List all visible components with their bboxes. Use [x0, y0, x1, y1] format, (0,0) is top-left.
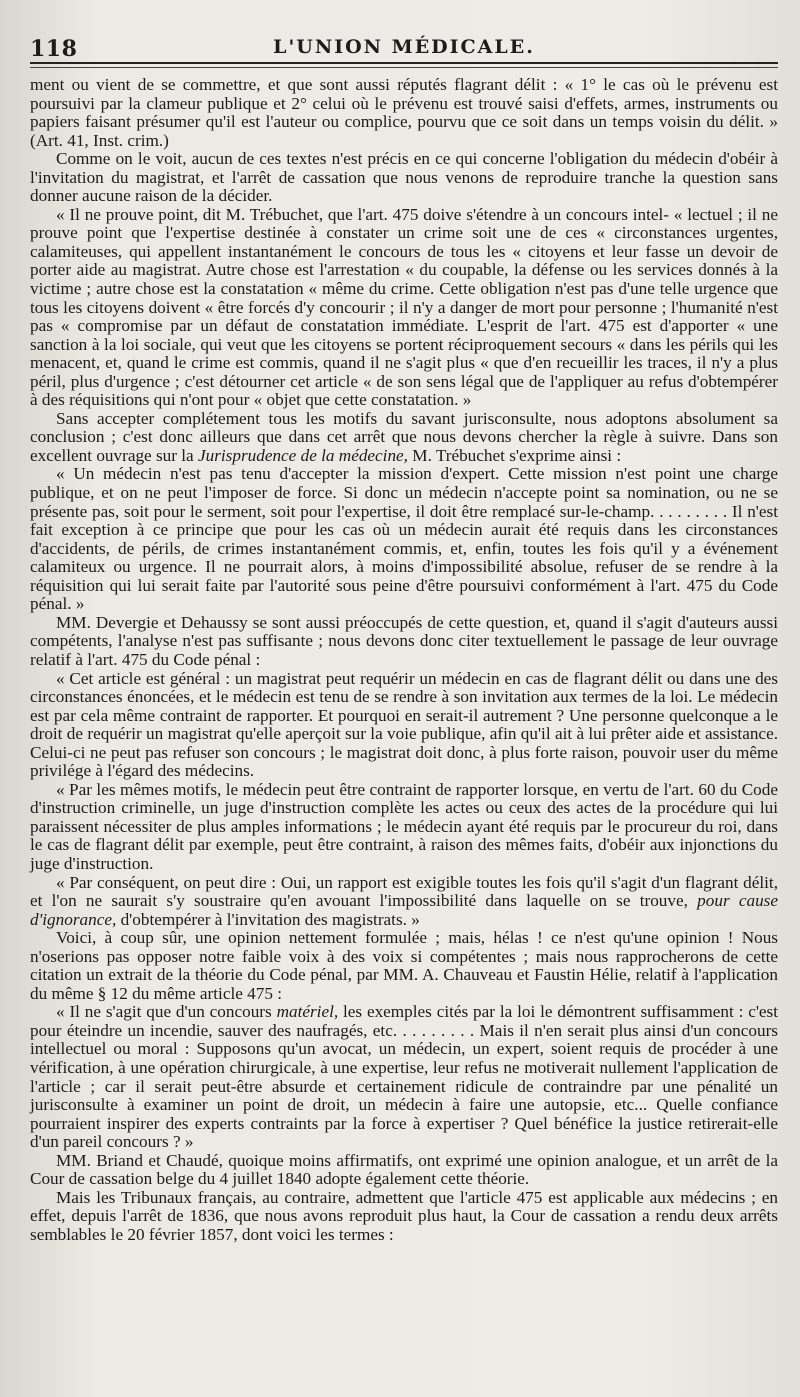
paragraph-12: MM. Briand et Chaudé, quoique moins affirmatifs, ont exprimé une opinion analogue, et un arrêt de la Cour de cassation belge du 4 juillet 1840 adopte également cette théorie.	[30, 1150, 778, 1189]
paragraph-11-quote: « Il ne s'agit que d'un concours matériel, les exemples cités par la loi le démontrent suffisamment : c'est pour éteindre un incendie, sauver des naufragés, etc. . . . . . . . . Mais il n'en serait plus ainsi d'un concours intellectuel ou moral : Supposons qu'un avocat, un médecin, un expert, soient requis de procéder à une vérification, à une opération chirurgicale, à une expertise, leur refus ne motiverait nullement l'application de l'article ; car il serait peut-être absurde et certainement ridicule de contraindre par une pénalité un jurisconsulte à examiner un point de droit, un médecin à faire une autopsie, etc... Quelle confiance pourraient inspirer des experts contraints par la force à expertiser ? Quel bénéfice la justice retirerait-elle d'un pareil concours ? »	[30, 1002, 779, 1152]
paragraph-2: Comme on le voit, aucun de ces textes n'est précis en ce qui concerne l'obligation du médecin d'obéir à l'invitation du magistrat, et l'arrêt de cassation que nous venons de reproduire tranche la question sans donner aucune raison de la décider.	[30, 149, 778, 206]
page-header	[30, 26, 778, 60]
body-text	[30, 76, 778, 1244]
page-number: 118	[30, 36, 78, 62]
paragraph-5-quote: « Un médecin n'est pas tenu d'accepter la mission d'expert. Cette mission n'est point une charge publique, et on ne peut l'imposer de force. Si donc un médecin n'accepte point sa nomination, ou ne se présente pas, soit pour le serment, soit pour l'expertise, il doit être remplacé sur-le-champ. . . . . . . . . Il n'est fait exception à ce principe que pour les cas où un médecin aurait été requis dans les circonstances d'accidents, de périls, de crimes instantanément commis, et, enfin, toutes les fois qu'il y a événement calamiteux ou urgence. Il ne pourrait alors, à moins d'impossibilité absolue, refuser de se rendre à la réquisition qui lui serait faite par l'autorité sous peine d'être poursuivi conformément à l'art. 475 du Code pénal. »	[30, 464, 778, 614]
paragraph-9-quote: « Par conséquent, on peut dire : Oui, un rapport est exigible toutes les fois qu'il s'agit d'un flagrant délit, et l'on ne saurait s'y soustraire qu'en avouant l'impossibilité dans laquelle on se trouve, pour cause d'ignorance, d'obtempérer à l'invitation des magistrats. »	[30, 872, 778, 929]
paragraph-7-quote: « Cet article est général : un magistrat peut requérir un médecin en cas de flagrant délit ou dans une des circonstances énoncées, et le médecin est tenu de se rendre à son invitation aux termes de la loi. Le médecin est par cela même contraint de rapporter. Et pourquoi en serait-il autrement ? Une personne quelconque a le droit de requérir un magistrat qu'elle aperçoit sur la voie publique, afin qu'il ait à lui prêter aide et assistance. Celui-ci ne peut pas refuser son concours ; le magistrat doit donc, à plus forte raison, pouvoir user du même privilége à l'égard des médecins.	[30, 668, 778, 781]
paragraph-8-quote: « Par les mêmes motifs, le médecin peut être contraint de rapporter lorsque, en vertu de l'art. 60 du Code d'instruction criminelle, un juge d'instruction complète les actes ou ceux des actes de la procédure qui lui paraissent nécessiter de plus amples informations ; le médecin ayant été requis par le procureur du roi, dans le cas de flagrant délit par exemple, peut être contraint, à raison des mêmes faits, d'obéir aux injonctions du juge d'instruction.	[30, 779, 778, 873]
header-rule-thin	[30, 67, 778, 68]
paragraph-13: Mais les Tribunaux français, au contraire, admettent que l'article 475 est applicable aux médecins ; en effet, depuis l'arrêt de 1836, que nous avons reproduit plus haut, la Cour de cassation a rendu deux arrêts semblables le 20 février 1857, dont voici les termes :	[30, 1187, 778, 1244]
italic-phrase: pour cause d'ignorance,	[30, 891, 778, 929]
paragraph-3-quote-trebuchet: « Il ne prouve point, dit M. Trébuchet, que l'art. 475 doive s'étendre à un concours intel- « lectuel ; il ne prouve point que l'expertise destinée à constater un crime soit une de ces « circonstances urgentes, calamiteuses, qui appellent instantanément le concours de tous les « citoyens et leur fasse un devoir de porter aide au magistrat. Autre chose est l'arrestation « du coupable, la défense ou les services donnés à la victime ; autre chose est la constatation « même du crime. Cette obligation n'est pas d'une telle urgence que tous les citoyens doivent « être forcés d'y concourir ; il n'y a danger de mort pour personne ; l'humanité n'est pas « compromise par un défaut de constatation immédiate. L'esprit de l'art. 475 est d'apporter « une sanction à la loi sociale, qui veut que les citoyens se portent réciproquement secours « dans les périls qui les menacent, et, quand le crime est commis, quand il ne s'agit plus « que d'en recueillir les traces, il n'y a plus péril, plus d'urgence ; c'est détourner cet article « de son sens légal que de l'appliquer au refus d'obtempérer à des réquisitions qui n'ont pour « objet que cette constatation. »	[30, 204, 778, 410]
paragraph-6: MM. Devergie et Dehaussy se sont aussi préoccupés de cette question, et, quand il s'agit d'auteurs aussi compétents, l'analyse n'est pas suffisante ; nous devons donc citer textuellement le passage de leur ouvrage relatif à l'art. 475 du Code pénal :	[30, 612, 778, 669]
header-rule	[30, 62, 778, 64]
book-title: Jurisprudence de la médecine,	[197, 445, 408, 465]
running-title: L'UNION MÉDICALE.	[273, 36, 535, 58]
paragraph-1: ment ou vient de se commettre, et que sont aussi réputés flagrant délit : « 1° le cas où le prévenu est poursuivi par la clameur publique et 2° celui où le prévenu est trouvé saisi d'effets, armes, instruments ou papiers faisant présumer qu'il est l'auteur ou complice, pourvu que ce soit dans un temps voisin du délit. » (Art. 41, Inst. crim.)	[30, 75, 778, 150]
paragraph-10: Voici, à coup sûr, une opinion nettement formulée ; mais, hélas ! ce n'est qu'une opinion ! Nous n'oserions pas opposer notre faible voix à des voix si compétentes ; mais nous rapprocherons de cette citation un extrait de la théorie du Code pénal, par MM. A. Chauveau et Faustin Hélie, relatif à l'application du même § 12 du même article 475 :	[30, 928, 778, 1003]
italic-word: matériel,	[276, 1002, 339, 1022]
paragraph-4: Sans accepter complétement tous les motifs du savant jurisconsulte, nous adoptons absolument sa conclusion ; c'est donc ailleurs que dans cet arrêt que nous devons chercher la règle à suivre. Dans son excellent ouvrage sur la Jurisprudence de la médecine, M. Trébuchet s'exprime ainsi :	[30, 408, 778, 465]
